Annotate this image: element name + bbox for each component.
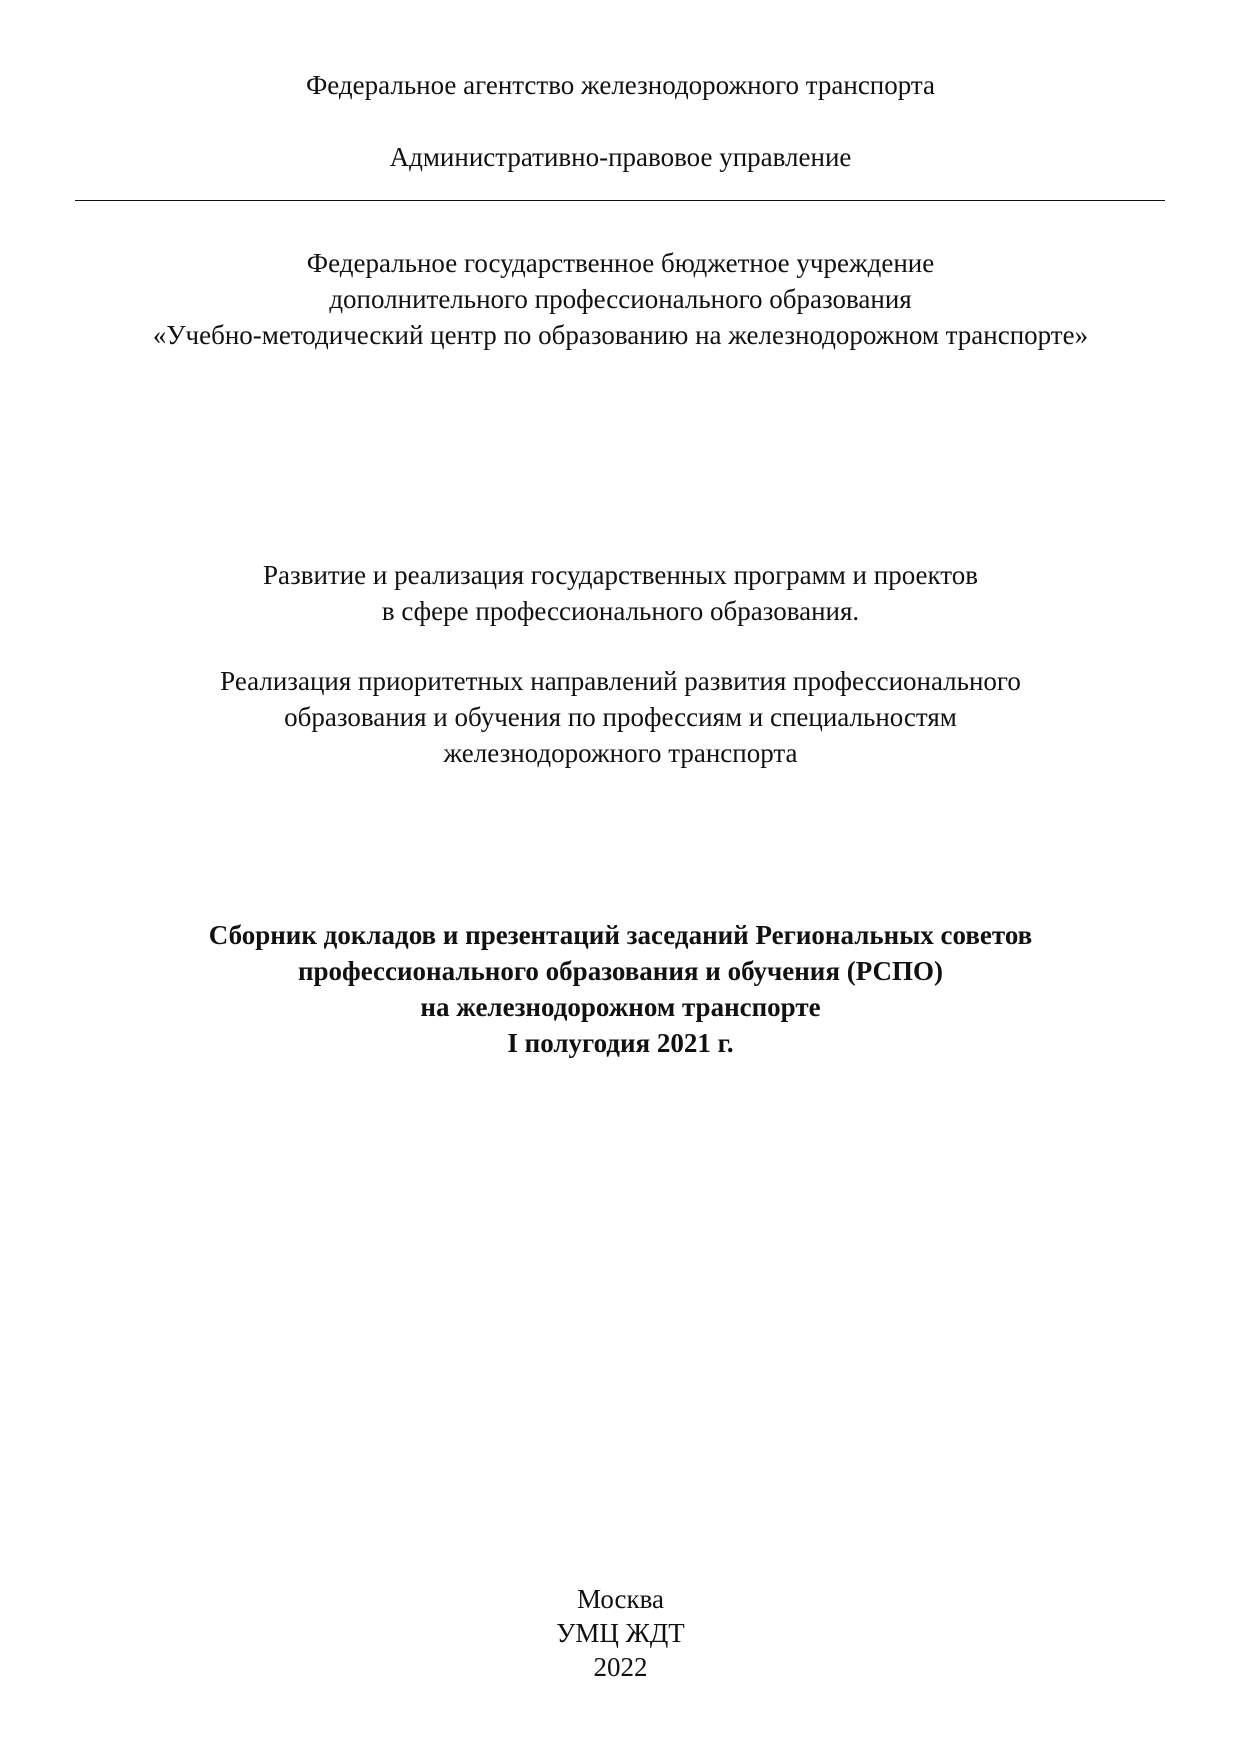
title-line-2: профессионального образования и обучения (РСПО) xyxy=(297,956,944,986)
direction-line-1: Реализация приоритетных направлений развития профессионального xyxy=(220,666,1021,696)
footer-year: 2022 xyxy=(593,1652,648,1682)
direction-line-3: железнодорожного транспорта xyxy=(443,738,798,768)
direction-line-2: образования и обучения по профессиям и специальностям xyxy=(284,702,957,732)
program-line-2: в сфере профессионального образования. xyxy=(381,596,860,626)
institution-line-3: «Учебно-методический центр по образованию на железнодорожном транспорте» xyxy=(152,320,1089,350)
header-divider xyxy=(75,200,1165,201)
title-line-4: I полугодия 2021 г. xyxy=(507,1028,734,1058)
institution-line-1: Федеральное государственное бюджетное учреждение xyxy=(306,248,935,278)
program-line-1: Развитие и реализация государственных программ и проектов xyxy=(263,560,978,590)
title-line-3: на железнодорожном транспорте xyxy=(420,992,821,1022)
agency-name: Федеральное агентство железнодорожного транспорта xyxy=(305,70,936,100)
footer-publisher: УМЦ ЖДТ xyxy=(556,1618,685,1648)
footer-city: Москва xyxy=(577,1584,664,1614)
institution-line-2: дополнительного профессионального образования xyxy=(329,284,912,314)
title-line-1: Сборник докладов и презентаций заседаний Региональных советов xyxy=(208,920,1033,950)
department-name: Административно-правовое управление xyxy=(389,142,852,172)
